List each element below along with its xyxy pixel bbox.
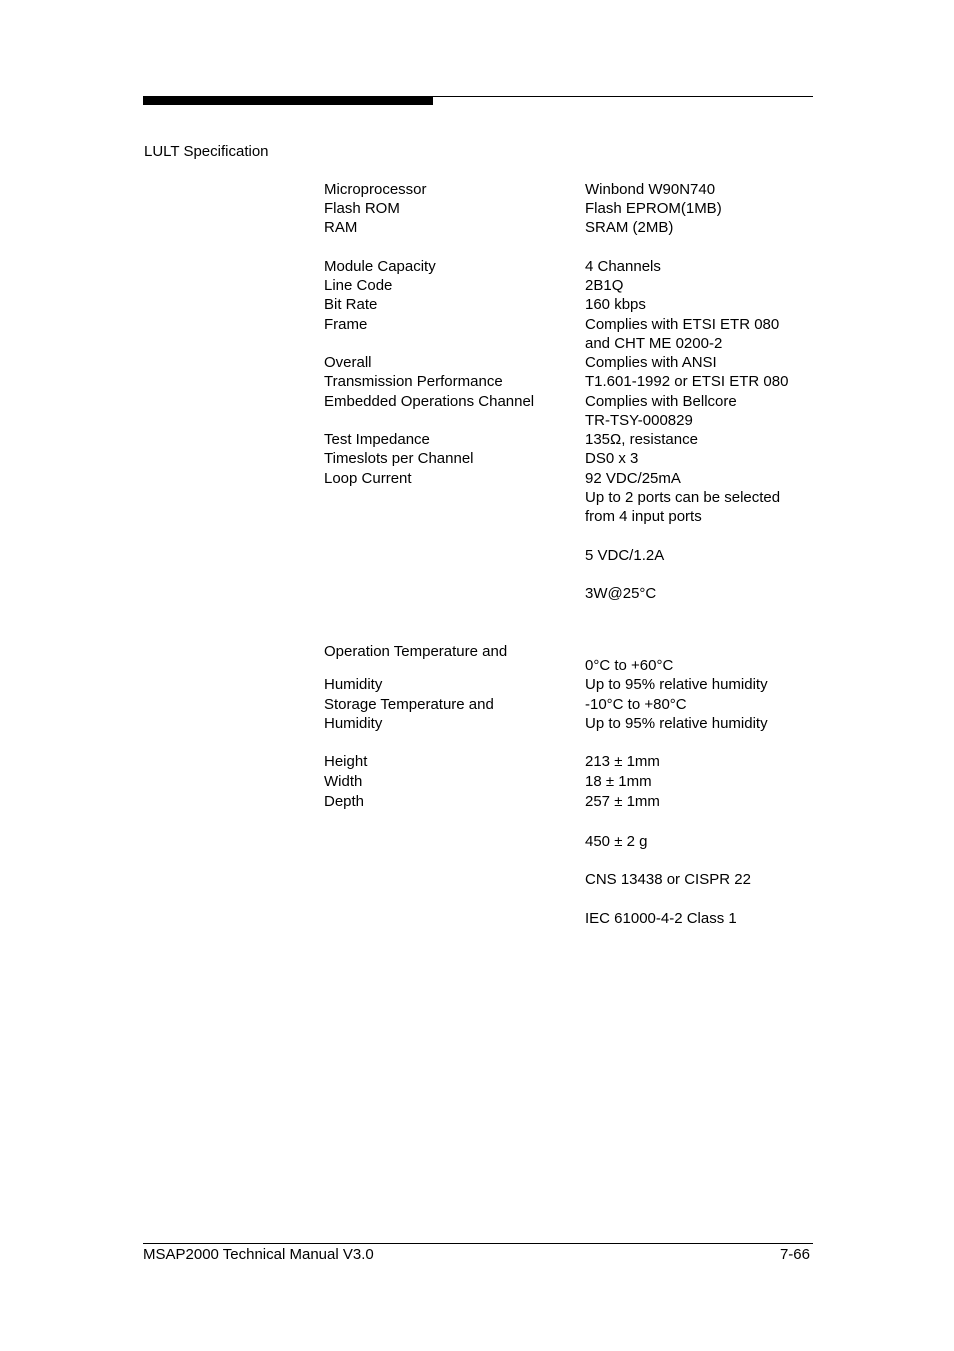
spec-value-width: 18 ± 1mm [585,773,652,790]
spec-value-microprocessor: Winbond W90N740 [585,181,716,198]
spec-label-microprocessor: Microprocessor [324,181,427,198]
spec-value-overall: Complies with ANSI [585,354,717,371]
spec-value-operation-humidity: Up to 95% relative humidity [585,676,768,693]
spec-value-line-code: 2B1Q [585,277,624,294]
spec-value-storage-temperature: -10°C to +80°C [585,696,687,713]
spec-value-flash-rom: Flash EPROM(1MB) [585,200,722,217]
spec-label-transmission-performance: Transmission Performance [324,373,503,390]
spec-label-test-impedance: Test Impedance [324,431,430,448]
spec-label-storage-temperature: Storage Temperature and [324,696,494,713]
spec-value-embedded-operations-channel-cont: TR-TSY-000829 [585,412,693,429]
footer-manual-title: MSAP2000 Technical Manual V3.0 [143,1246,374,1263]
spec-label-operation-humidity: Humidity [324,676,383,693]
spec-value-depth: 257 ± 1mm [585,793,660,810]
spec-label-operation-temperature: Operation Temperature and [324,643,508,660]
spec-value-ram: SRAM (2MB) [585,219,674,236]
spec-label-frame: Frame [324,316,368,333]
spec-value-esd: IEC 61000-4-2 Class 1 [585,910,737,927]
spec-value-embedded-operations-channel: Complies with Bellcore [585,393,737,410]
spec-label-module-capacity: Module Capacity [324,258,436,275]
spec-label-loop-current: Loop Current [324,470,412,487]
spec-label-depth: Depth [324,793,365,810]
spec-value-power-supply: 5 VDC/1.2A [585,547,665,564]
spec-value-height: 213 ± 1mm [585,753,660,770]
spec-value-frame-cont: and CHT ME 0200-2 [585,335,723,352]
spec-value-power-consumption: 3W@25°C [585,585,657,602]
spec-label-overall: Overall [324,354,372,371]
footer-page-number: 7-66 [779,1246,810,1263]
spec-value-weight: 450 ± 2 g [585,833,648,850]
spec-value-emi: CNS 13438 or CISPR 22 [585,871,751,888]
spec-value-transmission-performance: T1.601-1992 or ETSI ETR 080 [585,373,789,390]
spec-value-module-capacity: 4 Channels [585,258,661,275]
spec-value-loop-current: 92 VDC/25mA [585,470,681,487]
header-rule-thin [143,96,813,97]
spec-label-height: Height [324,753,368,770]
spec-label-bit-rate: Bit Rate [324,296,378,313]
spec-label-width: Width [324,773,363,790]
spec-label-line-code: Line Code [324,277,393,294]
section-title: LULT Specification [144,143,269,160]
header-rule-thick [143,96,433,105]
spec-value-test-impedance: 135Ω, resistance [585,431,698,448]
spec-label-embedded-operations-channel: Embedded Operations Channel [324,393,535,410]
spec-value-port-selection-cont: from 4 input ports [585,508,702,525]
spec-value-bit-rate: 160 kbps [585,296,646,313]
footer-rule [143,1243,813,1244]
spec-label-ram: RAM [324,219,358,236]
spec-value-frame: Complies with ETSI ETR 080 [585,316,780,333]
spec-value-timeslots-per-channel: DS0 x 3 [585,450,639,467]
spec-value-port-selection: Up to 2 ports can be selected [585,489,781,506]
spec-label-storage-humidity: Humidity [324,715,383,732]
spec-value-operation-temperature: 0°C to +60°C [585,657,674,674]
spec-label-timeslots-per-channel: Timeslots per Channel [324,450,474,467]
spec-value-storage-humidity: Up to 95% relative humidity [585,715,768,732]
spec-label-flash-rom: Flash ROM [324,200,400,217]
